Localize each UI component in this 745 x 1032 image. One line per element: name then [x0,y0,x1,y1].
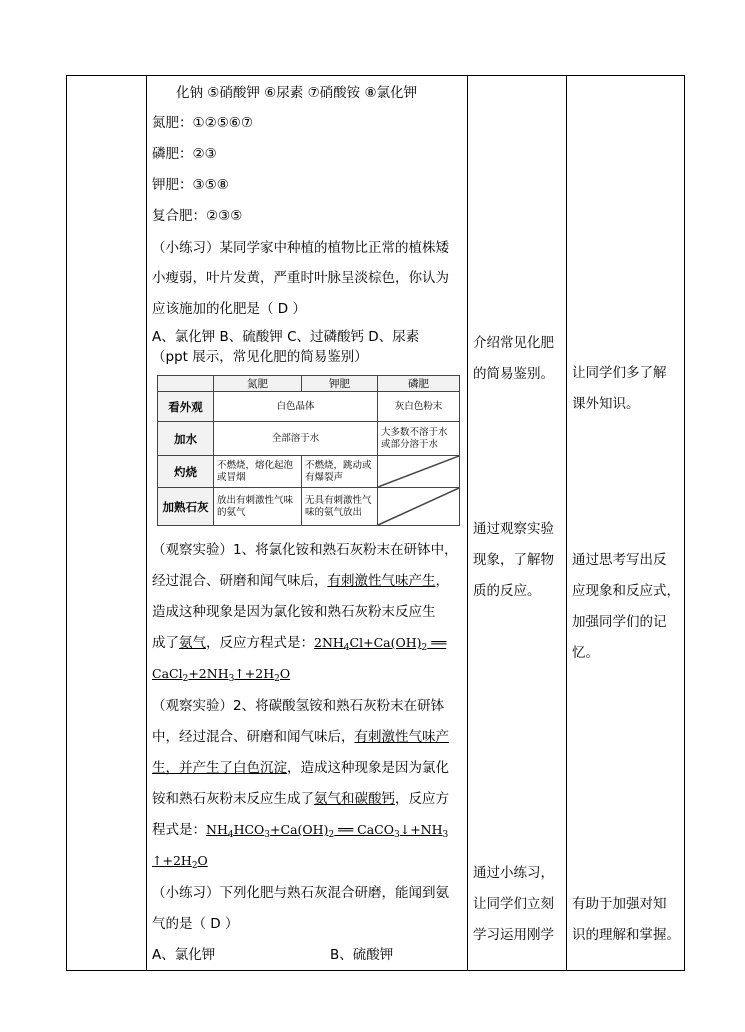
table-cell: 灰白色粉末 [378,392,460,422]
equation: $CaCl_2+2NH_3↑+2H_2O$ [152,666,291,684]
content-line: 钾肥：③⑤⑧ [152,177,229,193]
content-line: B、硫酸钾 [330,947,394,963]
content-line: 小瘦弱，叶片发黄，严重时叶脉呈淡棕色，你认为 [152,270,449,286]
purpose-note-line: 让同学们多了解 [572,365,667,381]
table-cell-empty [378,456,460,488]
teacher-note-line: 质的反应。 [473,583,541,599]
content-line: （ppt 展示，常见化肥的简易鉴别） [152,349,368,365]
content-line: A、氯化钾 B、硫酸钾 C、过磷酸钙 D、尿素 [152,329,420,345]
teacher-note-line: 的简易鉴别。 [473,366,554,382]
content-line: 磷肥：②③ [152,146,217,162]
purpose-note-line: 有助于加强对知 [572,896,667,912]
equation: $2NH_4Cl+Ca(OH)_2$ ══ [314,635,447,653]
purpose-note-line: 课外知识。 [572,396,640,412]
table-cell: 不燃烧，熔化起泡或冒烟 [214,456,302,488]
table-cell: 全部溶于水 [214,422,378,456]
content-line: A、氯化钾 [152,947,216,963]
equation: $NH_4HCO_3+Ca(OH)_2$ ══ $CaCO_3↓+NH_3$ [206,822,449,840]
table-header-cell: 氮肥 [214,376,302,392]
purpose-note-line: 应现象和反应式， [572,583,680,599]
content-line: 化钠 ⑤硝酸钾 ⑥尿素 ⑦硝酸铵 ⑧氯化钾 [176,85,418,101]
teacher-note-line: 让同学们立刻 [473,896,554,912]
content-line: （小练习）下列化肥与熟石灰混合研磨，能闻到氨 [152,885,449,901]
content-line: 气的是（ D ） [152,916,239,932]
equation: $↑+2H_2O$ [152,853,208,871]
purpose-note-line: 识的理解和掌握。 [572,927,680,943]
content-line: 应该施加的化肥是（ D ） [152,301,306,317]
teacher-note-line: 现象，了解物 [473,552,554,568]
column-divider [467,75,468,971]
content-line: 氮肥：①②⑤⑥⑦ [152,115,254,131]
teacher-note-line: 介绍常见化肥 [473,335,554,351]
content-line: 中，经过混合、研磨和闻气味后，有刺激性气味产 [152,729,449,745]
teacher-note-line: 通过观察实验 [473,521,554,537]
purpose-note-line: 加强同学们的记 [572,614,667,630]
content-line: 铵和熟石灰粉末反应生成了氨气和碳酸钙，反应方 [152,791,449,807]
diagonal-line [378,456,459,487]
table-header-cell: 钾肥 [302,376,378,392]
content-line: （小练习）某同学家中种植的植物比正常的植株矮 [152,240,449,256]
content-line: 生，并产生了白色沉淀，造成这种现象是因为氯化 [152,760,449,776]
table-cell: 白色晶体 [214,392,378,422]
table-cell: 无具有刺激性气味的氨气放出 [302,488,378,526]
content-line: 复合肥：②③⑤ [152,208,243,224]
table-header-cell: 磷肥 [378,376,460,392]
table-row-label: 看外观 [158,392,214,422]
content-line: （观察实验）2、将碳酸氢铵和熟石灰粉末在研钵 [152,698,445,714]
table-cell: 放出有刺激性气味的氨气 [214,488,302,526]
table-header-cell [158,376,214,392]
table-cell: 大多数不溶于水或部分溶于水 [378,422,460,456]
content-line: 程式是：$NH_4HCO_3+Ca(OH)_2$ ══ $CaCO_3↓+NH_3$ [152,822,449,840]
column-divider [566,75,567,971]
purpose-note-line: 忆。 [572,645,599,661]
content-line: 造成这种现象是因为氯化铵和熟石灰粉末反应生 [152,604,436,620]
table-row-label: 灼烧 [158,456,214,488]
column-divider [146,75,147,971]
content-line: （观察实验）1、将氯化铵和熟石灰粉末在研钵中， [152,542,458,558]
diagonal-line [378,488,459,525]
fertilizer-identification-table [157,375,459,525]
content-line: 成了氨气，反应方程式是：$2NH_4Cl+Ca(OH)_2$ ══ [152,635,447,653]
table-cell: 不燃烧，跳动或有爆裂声 [302,456,378,488]
purpose-note-line: 通过思考写出反 [572,552,667,568]
table-row-label: 加水 [158,422,214,456]
table-row-label: 加熟石灰 [158,488,214,526]
content-line: 经过混合、研磨和闻气味后，有刺激性气味产生， [152,573,449,589]
table-cell-empty [378,488,460,526]
teacher-note-line: 学习运用刚学 [473,927,554,943]
teacher-note-line: 通过小练习， [473,865,554,881]
